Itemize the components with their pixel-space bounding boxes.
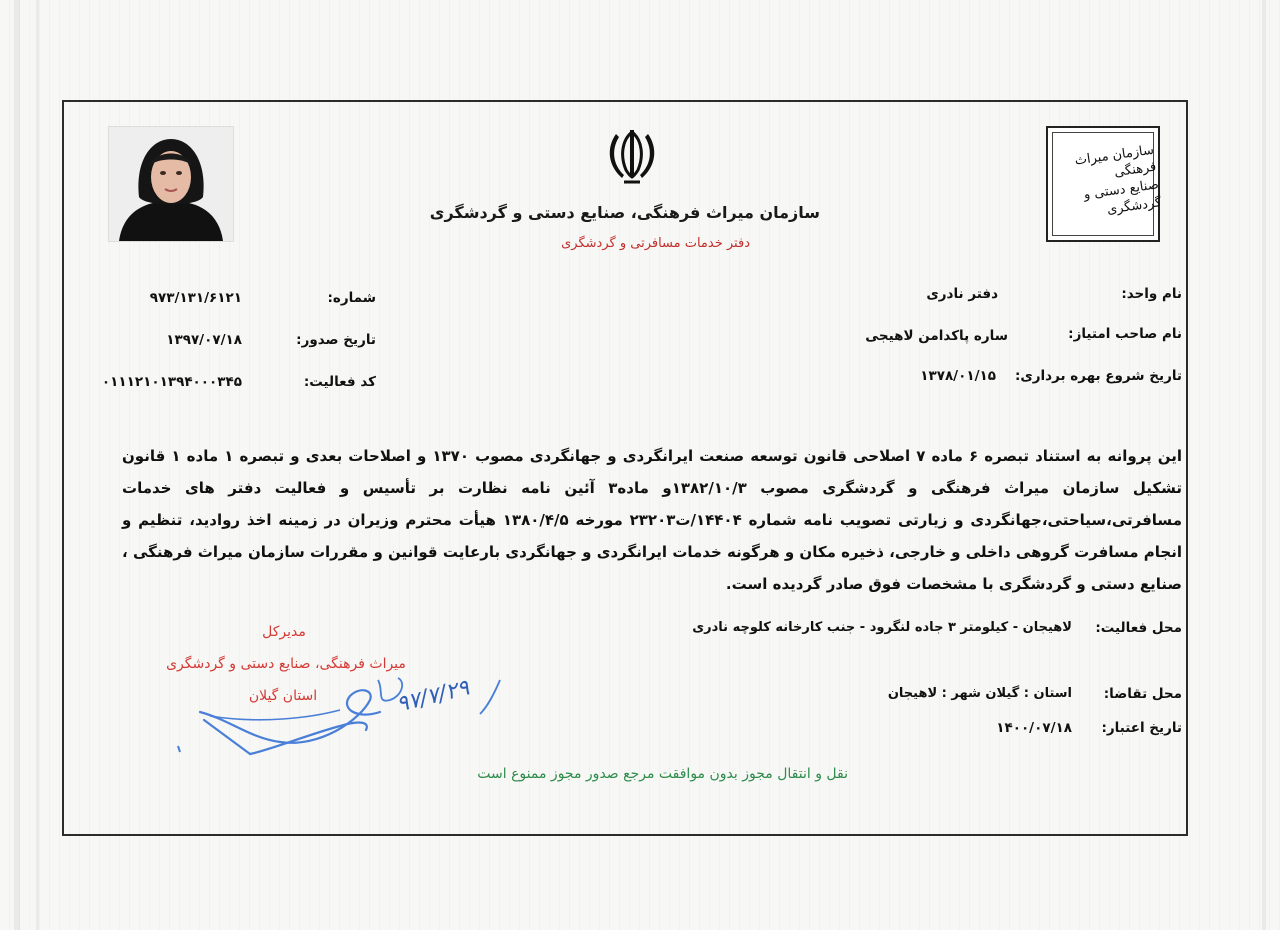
activity-location-label: محل فعالیت: [1095, 620, 1182, 636]
start-date-value: ۱۳۷۸/۰۱/۱۵ [920, 368, 996, 384]
iran-emblem-icon [600, 126, 664, 188]
signature-province: استان گیلان [248, 688, 318, 704]
start-date-label: تاریخ شروع بهره برداری: [1014, 368, 1182, 384]
unit-name-label: نام واحد: [1121, 286, 1182, 302]
activity-location-value: لاهیجان - کیلومتر ۳ جاده لنگرود - جنب کارخانه کلوچه نادری [692, 620, 1072, 635]
unit-name-value: دفتر نادری [926, 286, 998, 302]
request-place-label: محل تقاضا: [1103, 686, 1182, 702]
holder-label: نام صاحب امتیاز: [1068, 326, 1182, 342]
number-label: شماره: [327, 290, 376, 306]
organization-title: سازمان میراث فرهنگی، صنایع دستی و گردشگری [429, 203, 820, 222]
scan-streak [14, 0, 20, 930]
issue-date-value: ۱۳۹۷/۰۷/۱۸ [166, 332, 242, 348]
holder-value: ساره پاکدامن لاهیجی [865, 328, 1008, 344]
number-value: ۹۷۳/۱۳۱/۶۱۲۱ [149, 290, 242, 306]
activity-code-value: ۰۱۱۱۲۱۰۱۳۹۴۰۰۰۳۴۵ [101, 374, 242, 390]
transfer-note: نقل و انتقال مجوز بدون موافقت مرجع صدور مجوز ممنوع است [477, 766, 848, 782]
handwritten-date: ۹۷/۷/۲۹ [394, 675, 472, 718]
office-subtitle: دفتر خدمات مسافرتی و گردشگری [561, 236, 750, 251]
issue-date-label: تاریخ صدور: [296, 332, 376, 348]
holder-photo [108, 126, 234, 242]
scan-streak [36, 0, 39, 930]
license-body-text: این پروانه به استناد تبصره ۶ ماده ۷ اصلاحی قانون توسعه صنعت ایرانگردی و جهانگردی مصوب ۱۳۷۰ و اصلاحات بعدی و تبصره ۱ ماده ۱ قانون تشکیل سازمان میراث فرهنگی و گردشگری مصوب ۱۳۸۲/۱۰/۳و ماده۳ آئین نامه نظارت بر تأسیس و فعالیت دفتر های خدمات مسافرتی،سیاحتی،جهانگردی و زیارتی تصویب نامه شماره ۱۴۴۰۴/ت۲۳۲۰۳ مورخه ۱۳۸۰/۴/۵ هیأت محترم وزیران در زمینه اخذ روادید، تنظیم و انجام مسافرت گروهی داخلی و خارجی، ذخیره مکان و هرگونه خدمات ایرانگردی و جهانگردی بارعایت قوانین و مقررات سازمان میراث فرهنگی ، صنایع دستی و گردشگری با مشخصات فوق صادر گردیده است. [122, 447, 1183, 593]
signature-title: مدیرکل [262, 624, 306, 640]
organization-logo: سازمان میراث فرهنگی صنایع دستی و گردشگری [1046, 126, 1160, 242]
validity-date-label: تاریخ اعتبار: [1101, 720, 1182, 736]
handwritten-signature [170, 660, 530, 770]
validity-date-value: ۱۴۰۰/۰۷/۱۸ [996, 720, 1072, 736]
signature-organization: میراث فرهنگی، صنایع دستی و گردشگری [166, 656, 406, 672]
scan-streak [1262, 0, 1266, 930]
request-place-value: استان : گیلان شهر : لاهیجان [887, 686, 1072, 701]
activity-code-label: کد فعالیت: [303, 374, 376, 390]
